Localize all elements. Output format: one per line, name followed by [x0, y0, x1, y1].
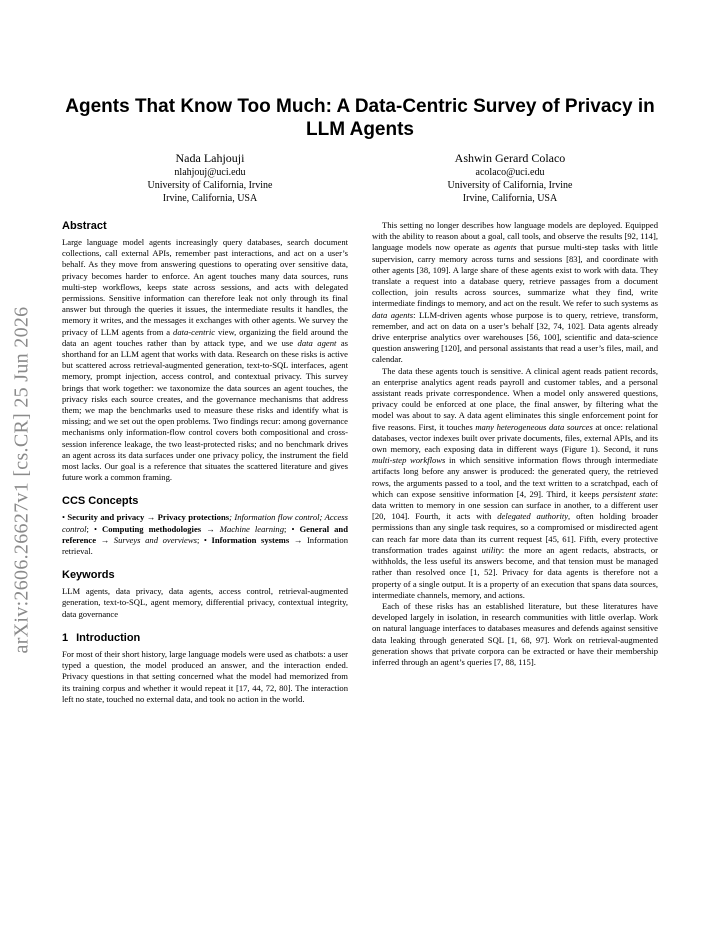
section-title: Introduction	[76, 631, 141, 644]
author-email[interactable]: nlahjouj@uci.edu	[174, 167, 246, 178]
author-name: Nada Lahjouji	[175, 151, 245, 165]
author-email[interactable]: acolaco@uci.edu	[475, 167, 545, 178]
ccs-text: • Security and privacy → Privacy protections; Information flow control; Access control; • Computing methodologies → Machine learning; • General and reference → Surveys and overviews; • Information systems → Information retrieval.	[62, 512, 348, 557]
author-block	[60, 151, 660, 205]
section-number: 1	[62, 631, 69, 644]
intro-heading	[62, 632, 348, 645]
intro-paragraph-4: Each of these risks has an established literature, but these literatures have developed largely in isolation, in research communities with little overlap. Work on natural language interfaces to databases measures and defends against sensitive data leaking through generated SQL [1, 68, 97]. Work on retrieval-augmented generation shows that private corpora can be extracted or have their membership inferred through an agent’s queries [7, 88, 115].	[372, 600, 658, 667]
arxiv-identifier[interactable]: arXiv:2606.26627v1 [cs.CR] 25 Jun 2026	[10, 306, 33, 654]
right-column	[372, 220, 658, 668]
ccs-heading: CCS Concepts	[62, 495, 139, 508]
author-2	[360, 151, 660, 205]
left-column	[62, 220, 348, 705]
author-1	[60, 151, 360, 205]
author-affiliation: University of California, Irvine	[447, 180, 573, 191]
intro-paragraph-1: For most of their short history, large language models were used as chatbots: a user typed a question, the model produced an answer, and the interaction ended. Privacy questions in that setting concerned what the model had memorized from its training corpus and whether it would repeat it [17, 44, 72, 80]. The interaction left no state, touched no external data, and took no action in the world.	[62, 648, 348, 704]
paper-title: Agents That Know Too Much: A Data-Centric Survey of Privacy in LLM Agents	[65, 96, 655, 140]
abstract-heading: Abstract	[62, 220, 107, 232]
author-location: Irvine, California, USA	[162, 193, 258, 204]
author-affiliation: University of California, Irvine	[147, 180, 273, 191]
keywords-heading: Keywords	[62, 569, 115, 582]
keywords-text: LLM agents, data privacy, data agents, access control, retrieval-augmented generation, text-to-SQL, agent memory, differential privacy, contextual integrity, data governance	[62, 586, 348, 619]
intro-paragraph-3: The data these agents touch is sensitive. A clinical agent reads patient records, an enterprise analytics agent reads payroll and customer tables, and a personal assistant reads private correspondence. When a model only answered questions, privacy could be enforced at one place, the final answer, by filtering what the model was about to say. A data agent eliminates this single enforcement point for five reasons. First, it touches many heterogeneous data sources at once: relational databases, vector indexes built over private documents, files, external APIs, and its own memory, each exposing data in different ways (Figure 1). Second, it runs multi-step workflows in which sensitive information flows through intermediate artifacts long before any answer is produced: the generated query, the retrieved rows, the arguments passed to a tool, and the text written to a scratchpad, each of which can expose sensitive information [4, 29]. Third, it keeps persistent state: data written to memory in one session can surface in another, to a different user [20, 104]. Fourth, it acts with delegated authority, often holding broader permissions than any single task requires, so a compromised or misdirected agent can reach far more data than its current request [45, 61]. Fifth, every protective transformation trades against utility: the more an agent redacts, abstracts, or withholds, the less useful its answers become, and that tension must be managed rather than resolved once [1, 52]. Privacy for data agents is therefore not a property of a single output. It is a property of an execution that spans data sources, intermediate channels, memory, and actions.	[372, 365, 658, 600]
author-location: Irvine, California, USA	[462, 193, 558, 204]
intro-paragraph-2: This setting no longer describes how language models are deployed. Equipped with the ability to reason about a goal, call tools, and observe the results [92, 114], language models now operate as agents that pursue multi-step tasks with little supervision, carry memory across turns and sessions [83], and coordinate with other agents [38, 109]. A large share of these agents exist to work with data. They translate a request into a database query, retrieve passages from a document collection, join results across sources, summarize what they find, write intermediate findings to memory, and act on the result. We refer to such systems as data agents: LLM-driven agents whose purpose is to query, retrieve, transform, remember, and act on data on a user’s behalf [32, 74, 102]. Data agents already drive enterprise analytics over warehouses [56, 100], scientific and data-science question answering [120], and personal assistants that read a user’s files, mail, and calendar.	[372, 220, 658, 365]
author-name: Ashwin Gerard Colaco	[454, 151, 566, 165]
abstract-text: Large language model agents increasingly query databases, search document collections, call external APIs, remember past interactions, and act on a user’s behalf. As they move from answering questions to operating over sensitive data, privacy becomes harder to enforce. An agent touches many data sources, runs multi-step workflows, keeps state across sessions, and acts with delegated permissions. Sensitive information can therefore leak not only through its final answer but through the queries it issues, the intermediate results it handles, the memory it writes, and the messages it exchanges with other agents. We survey the privacy of LLM agents from a data-centric view, organizing the field around the data an agent touches rather than by attack type, and we use data agent as shorthand for an LLM agent that works with data. Research on these risks is active but scattered across retrieval-augmented generation, text-to-SQL interfaces, agent memory, prompt injection, access control, and contextual privacy. This survey brings that work together: we taxonomize the data sources an agent touches, the privacy risks each source creates, and the governance mechanisms that address them; we map the benchmarks used to measure these risks and identify what is missing; and we set out the open problems. Two findings recur: among governance mechanisms only information-flow control covers both compositional and cross-session inference leakage, the two least-protected risks; and no benchmark drives an agent across its data surfaces under one privacy policy, the instrument the field most lacks. Our goal is a reference that situates the scattered literature and gives future work a common framing.	[62, 237, 349, 483]
